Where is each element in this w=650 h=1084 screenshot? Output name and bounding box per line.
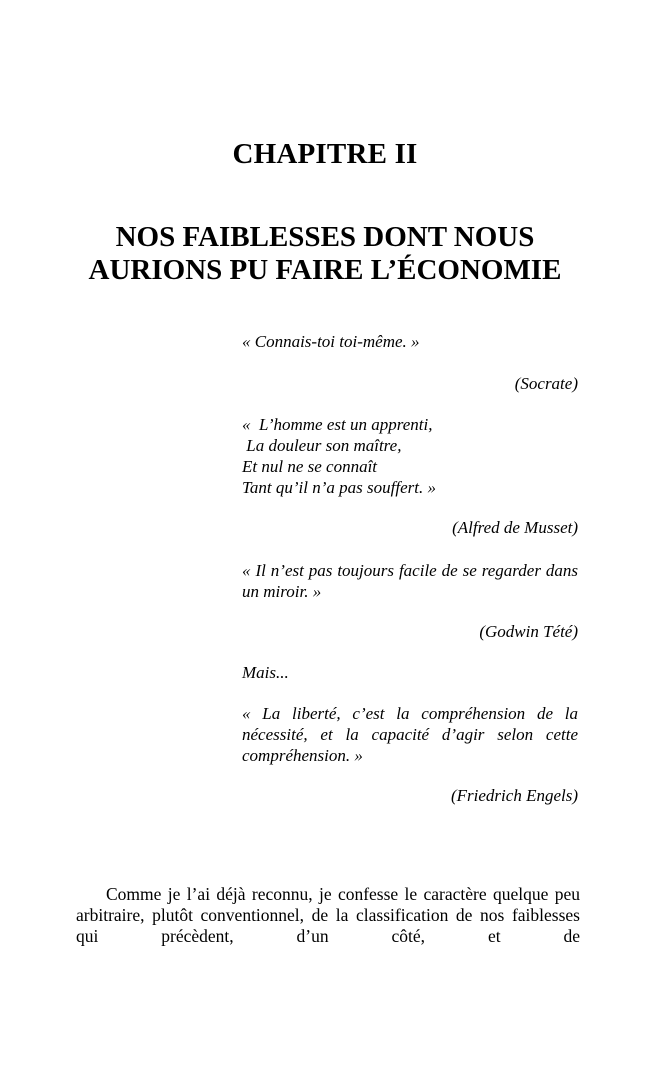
epigraph-author: (Alfred de Musset) — [452, 518, 578, 537]
epigraph-line: « Connais-toi toi-même. » — [242, 332, 420, 351]
chapter-title — [60, 221, 590, 287]
epigraph-author: (Socrate) — [514, 374, 578, 393]
epigraph-line: « L’homme est un apprenti, — [242, 415, 433, 434]
chapter-label: CHAPITRE II — [232, 138, 418, 170]
epigraph-quote: « La liberté, c’est la compréhension de la nécessité, et la capacité d’agir selon cette compréhension. » — [242, 704, 578, 765]
chapter-title-line: AURIONS PU FAIRE L’ÉCONOMIE — [88, 254, 562, 286]
epigraph-line: Et nul ne se connaît — [242, 457, 378, 476]
epigraph-line: Mais... — [242, 663, 289, 682]
epigraph-quote — [242, 331, 578, 352]
epigraph-line: La douleur son maître, — [242, 436, 402, 455]
epigraph-transition — [242, 662, 578, 683]
epigraph-quote — [242, 414, 578, 498]
epigraph-quote: « Il n’est pas toujours facile de se regarder dans un miroir. » — [242, 561, 578, 601]
epigraph-line: Tant qu’il n’a pas souffert. » — [242, 478, 436, 497]
epigraph-author: (Godwin Tété) — [479, 622, 578, 641]
body-paragraph: Comme je l’ai déjà reconnu, je confesse le caractère quelque peu arbitraire, plutôt conventionnel, de la classification de nos faiblesses qui précèdent, d’un côté, et de — [76, 884, 580, 946]
chapter-title-line: NOS FAIBLESSES DONT NOUS — [115, 221, 535, 253]
epigraph-author: (Friedrich Engels) — [451, 786, 578, 805]
